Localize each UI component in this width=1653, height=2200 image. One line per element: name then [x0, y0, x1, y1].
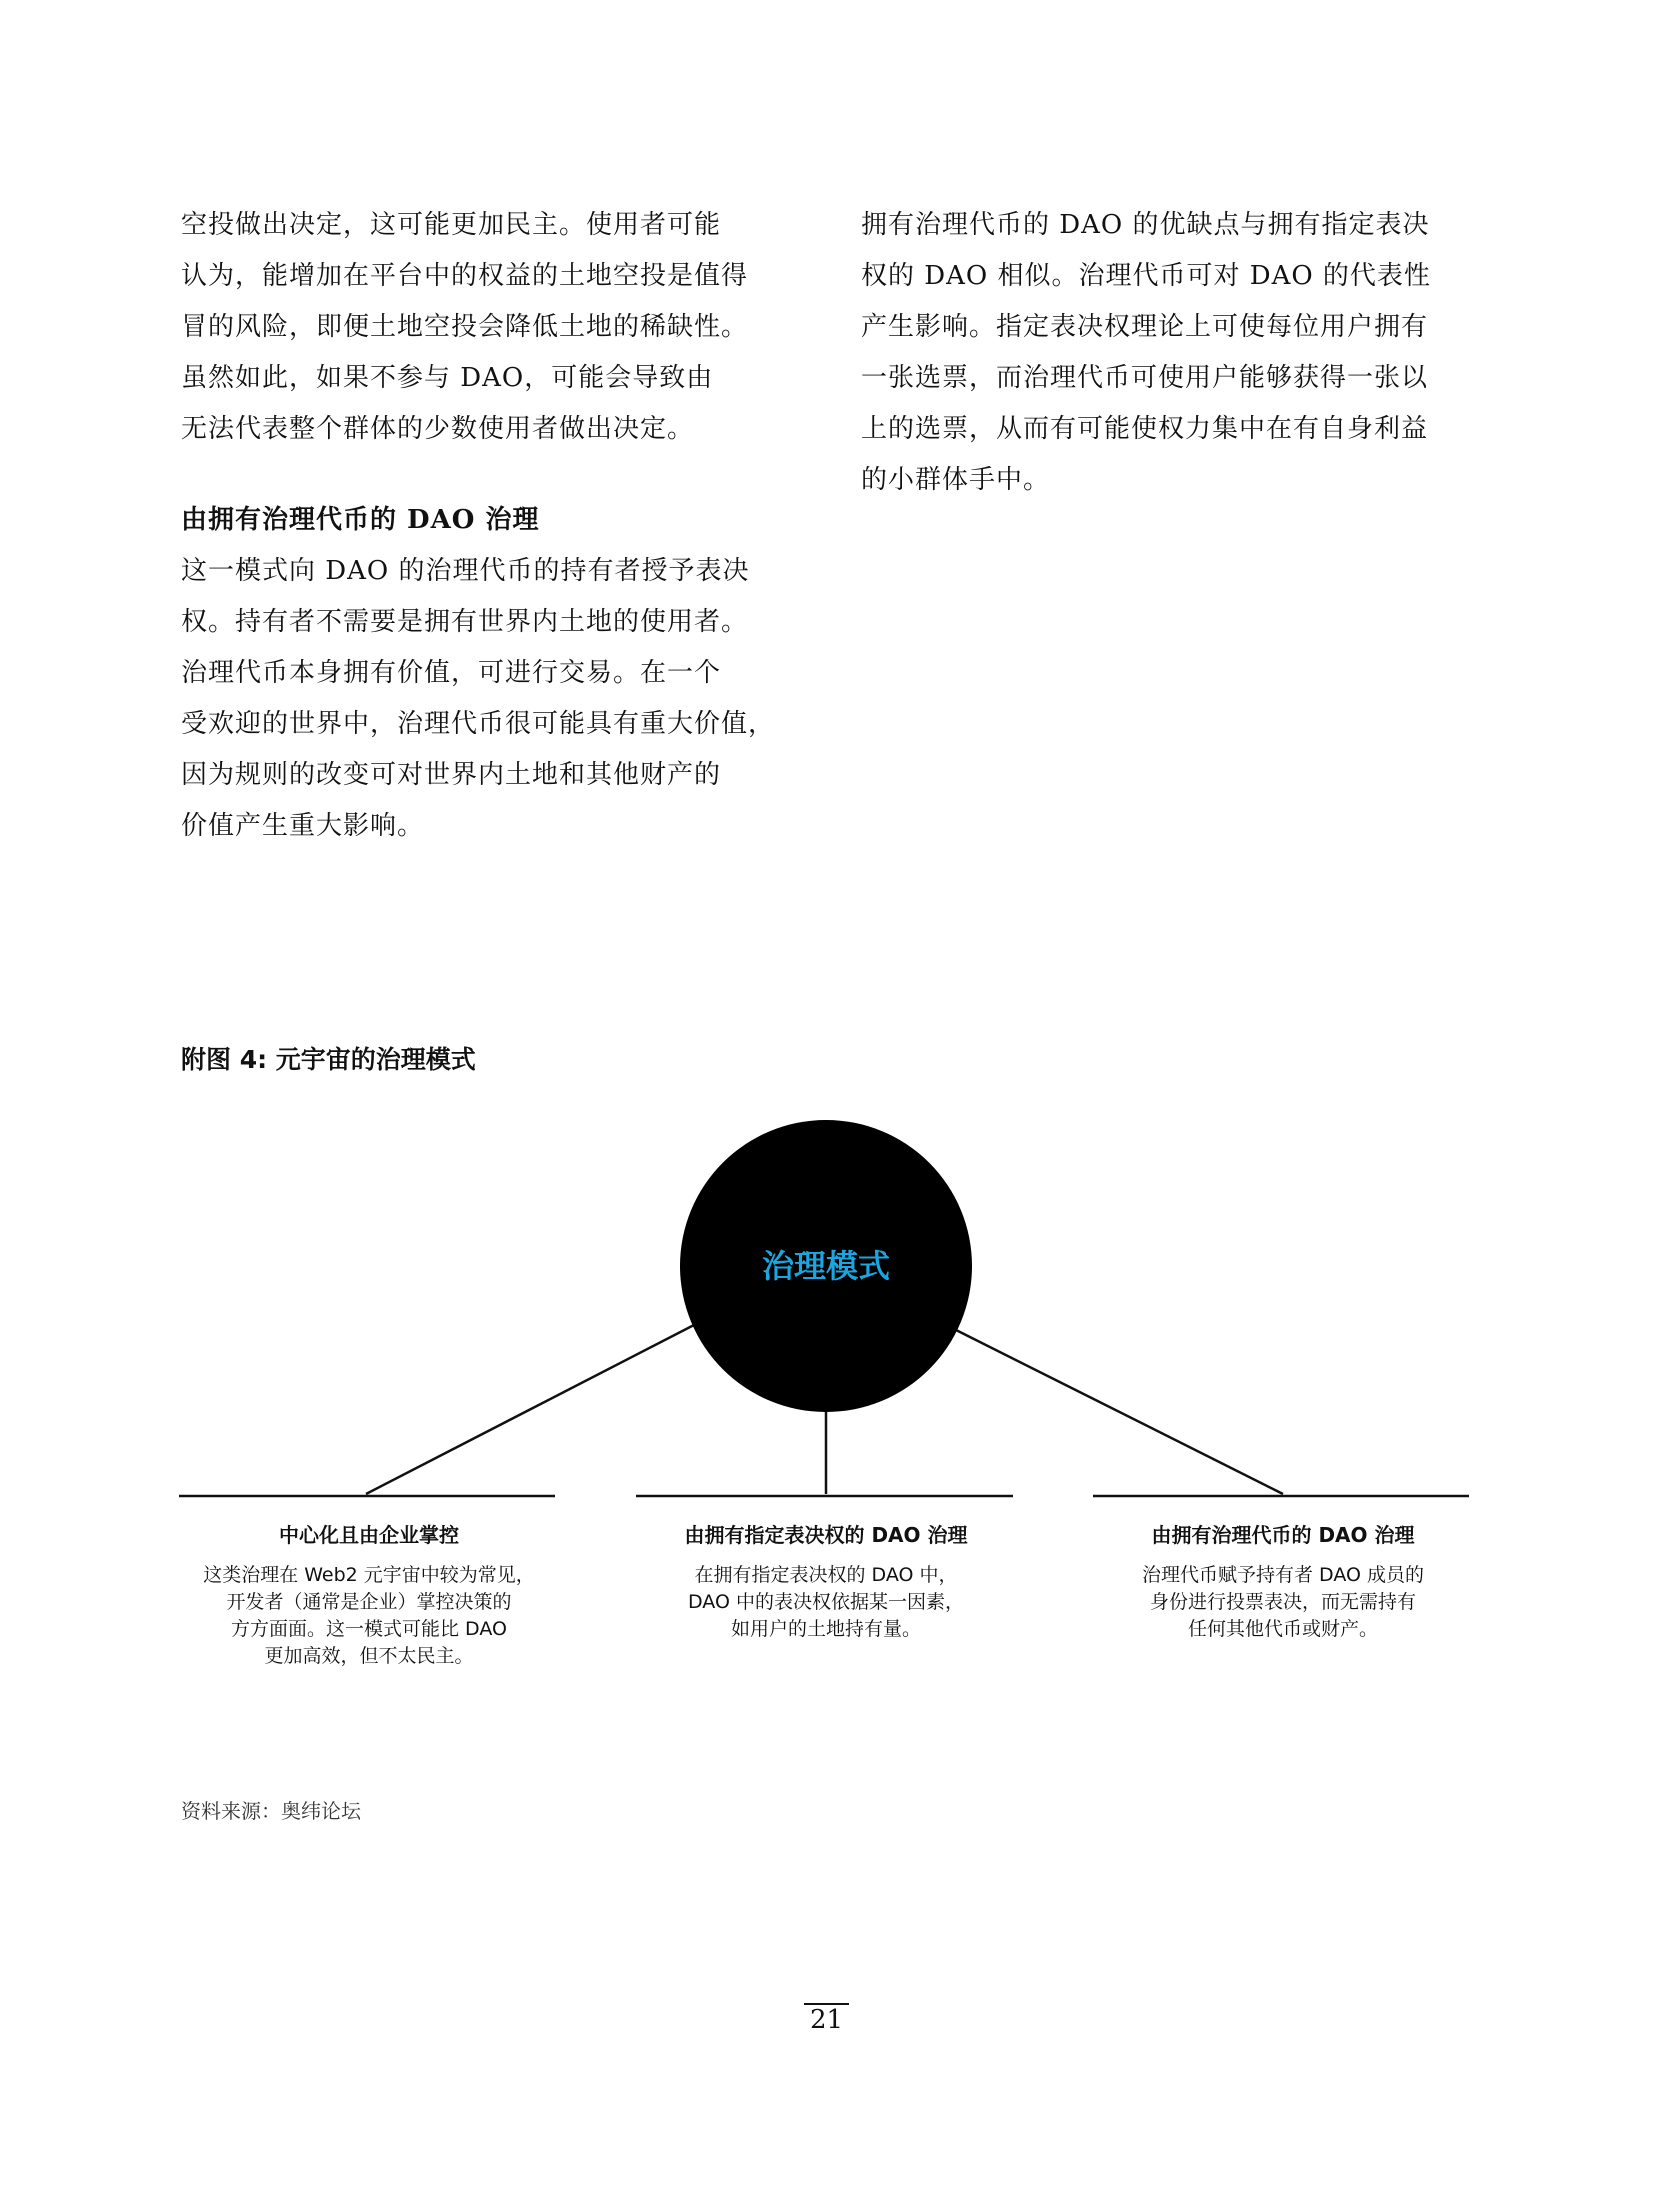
box-title: 由拥有治理代币的 DAO 治理 [1151, 1523, 1415, 1547]
text-line: 权的 DAO 相似。治理代币可对 DAO 的代表性 [861, 261, 1431, 291]
text-line: DAO 中的表决权依据某一因素， [688, 1591, 964, 1613]
text-line: 身份进行投票表决，而无需持有 [1149, 1591, 1416, 1613]
text-line: 治理代币本身拥有价值，可进行交易。在一个 [181, 658, 722, 688]
text-line: 治理代币赋予持有者 DAO 成员的 [1142, 1564, 1424, 1586]
figure-caption: 附图 4: 元宇宙的治理模式 [181, 1045, 476, 1074]
box-title: 由拥有指定表决权的 DAO 治理 [684, 1523, 968, 1547]
text-line: 如用户的土地持有量。 [730, 1618, 921, 1640]
box-description [636, 1562, 1016, 1643]
connector-right [956, 1330, 1283, 1494]
text-line: 冒的风险，即便土地空投会降低土地的稀缺性。 [181, 312, 749, 342]
text-line: 无法代表整个群体的少数使用者做出决定。 [181, 414, 695, 444]
text-line: 方方面面。这一模式可能比 DAO [231, 1618, 507, 1640]
text-line: 上的选票，从而有可能使权力集中在有自身利益 [861, 414, 1429, 444]
text-line: 这一模式向 DAO 的治理代币的持有者授予表决 [181, 556, 750, 586]
text-line: 在拥有指定表决权的 DAO 中， [694, 1564, 958, 1586]
text-line: 受欢迎的世界中，治理代币很可能具有重大价值， [181, 709, 776, 739]
text-line: 因为规则的改变可对世界内土地和其他财产的 [181, 760, 722, 790]
box-description [1093, 1562, 1473, 1643]
text-line: 的小群体手中。 [861, 465, 1051, 495]
text-line: 开发者（通常是企业）掌控决策的 [226, 1591, 512, 1613]
text-line: 更加高效，但不太民主。 [264, 1645, 474, 1667]
text-line: 权。持有者不需要是拥有世界内土地的使用者。 [181, 607, 749, 637]
text-line: 产生影响。指定表决权理论上可使每位用户拥有 [861, 312, 1429, 342]
connector-left [366, 1325, 694, 1494]
page-number [0, 2005, 1653, 2035]
text-line: 价值产生重大影响。 [181, 811, 425, 841]
text-line: 空投做出决定，这可能更加民主。使用者可能 [181, 210, 722, 240]
text-line: 一张选票，而治理代币可使用户能够获得一张以 [861, 363, 1429, 393]
text-line: 任何其他代币或财产。 [1187, 1618, 1378, 1640]
text-line: 拥有治理代币的 DAO 的优缺点与拥有指定表决 [861, 210, 1430, 240]
text-line: 认为，能增加在平台中的权益的土地空投是值得 [181, 261, 749, 291]
governance-model-box [636, 1520, 1016, 1643]
box-title: 中心化且由企业掌控 [279, 1523, 459, 1547]
box-description [179, 1562, 559, 1670]
page-number-value: 21 [804, 2003, 849, 2035]
text-line: 虽然如此，如果不参与 DAO，可能会导致由 [181, 363, 714, 393]
source-note: 资料来源：奥纬论坛 [181, 1799, 361, 1823]
governance-model-box [179, 1520, 559, 1670]
center-label: 治理模式 [761, 1247, 891, 1285]
section-heading: 由拥有治理代币的 DAO 治理 [181, 505, 540, 535]
governance-model-box [1093, 1520, 1473, 1643]
text-line: 这类治理在 Web2 元宇宙中较为常见， [203, 1564, 535, 1586]
